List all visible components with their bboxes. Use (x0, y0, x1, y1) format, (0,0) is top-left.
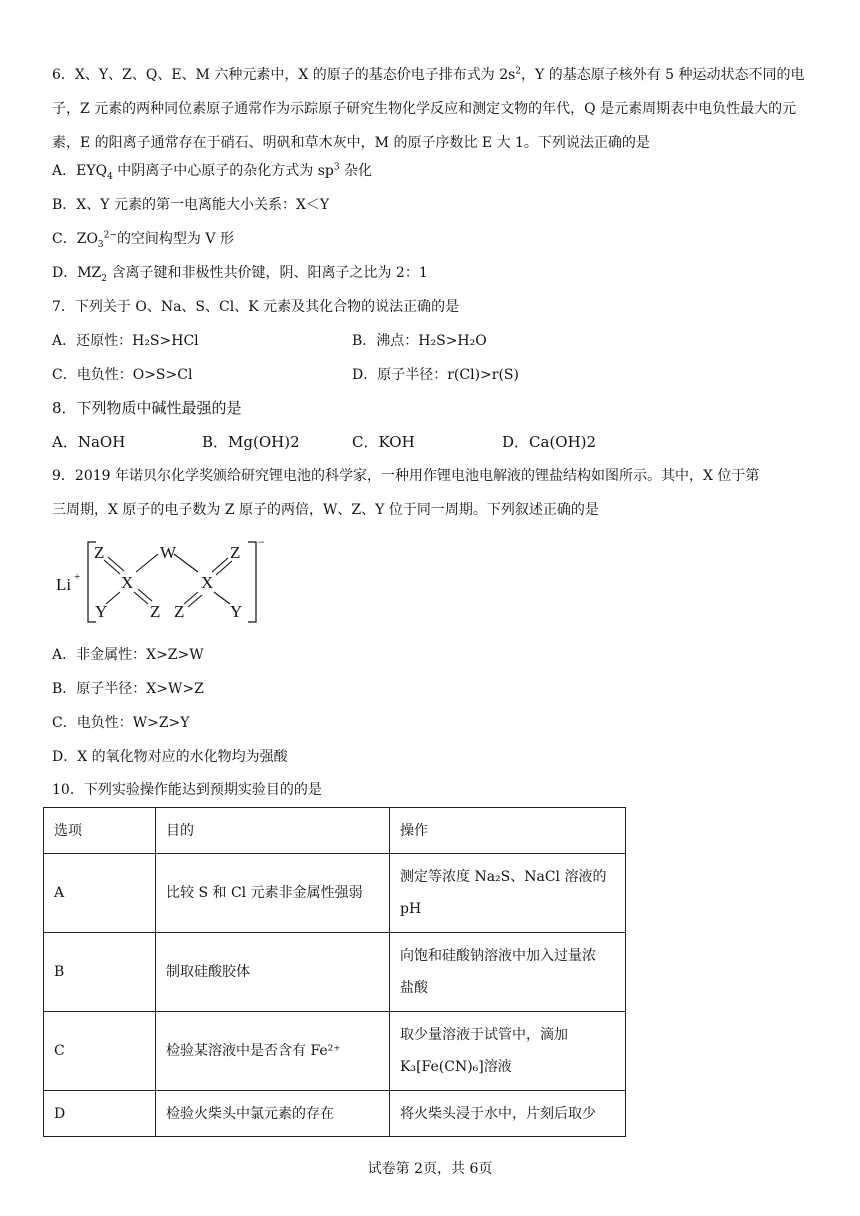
question-6-option-d[interactable]: D．$MZ_2$ 含离子键和非极性共价键，阴、阳离子之比为 2：1 (52, 265, 428, 284)
question-9-stem-line-1: 9．2019 年诺贝尔化学奖颁给研究锂电池的科学家，一种用作锂电池电解液的锂盐结构如图所示。其中，X 位于第 (52, 468, 760, 484)
table-row (44, 1091, 626, 1137)
question-9-option-a[interactable]: A．非金属性：X>Z>W (52, 647, 204, 663)
atom-y-2: Y (230, 602, 243, 621)
table-header-row (44, 808, 626, 854)
atom-z-2: Z (230, 543, 241, 562)
right-bracket (248, 542, 256, 622)
row-b-option: B (44, 933, 156, 1012)
question-7-option-b[interactable]: B．沸点：H₂S>H₂O (352, 333, 487, 349)
header-purpose: 目的 (156, 808, 390, 854)
question-10-stem: 10．下列实验操作能达到预期实验目的的是 (52, 782, 322, 798)
question-7-option-a[interactable]: A．还原性：H₂S>HCl (52, 333, 199, 349)
question-7-stem: 7．下列关于 O、Na、S、Cl、K 元素及其化合物的说法正确的是 (52, 299, 460, 315)
anion-charge: − (258, 535, 265, 549)
row-a-purpose: 比较 S 和 Cl 元素非金属性强弱 (156, 854, 390, 933)
row-c-purpose: 检验某溶液中是否含有 Fe²⁺ (156, 1012, 390, 1091)
question-6-option-a[interactable]: A．$EYQ_4$ 中阴离子中心原子的杂化方式为 $sp^3$ 杂化 (52, 162, 373, 182)
header-operation: 操作 (390, 808, 626, 854)
row-c-operation: 取少量溶液于试管中，滴加 K₃[Fe(CN)₆]溶液 (390, 1012, 626, 1091)
question-7-option-d[interactable]: D．原子半径：r(Cl)>r(S) (352, 367, 519, 383)
header-option: 选项 (44, 808, 156, 854)
lithium-salt-structure-diagram (52, 532, 282, 632)
row-a-option: A (44, 854, 156, 933)
question-8-stem: 8．下列物质中碱性最强的是 (52, 399, 242, 417)
row-b-purpose: 制取硅酸胶体 (156, 933, 390, 1012)
cation-charge: + (74, 571, 81, 583)
atom-y-1: Y (95, 602, 108, 621)
question-6-option-c[interactable]: C．$ZO_3^{2-}$的空间构型为 V 形 (52, 230, 234, 250)
row-a-operation: 测定等浓度 Na₂S、NaCl 溶液的 pH (390, 854, 626, 933)
atom-z-4: Z (174, 602, 185, 621)
question-8-option-b[interactable]: B．Mg(OH)2 (202, 433, 300, 451)
atom-z-1: Z (94, 543, 105, 562)
question-8-option-a[interactable]: A．NaOH (52, 433, 126, 451)
question-7-option-c[interactable]: C．电负性：O>S>Cl (52, 367, 193, 383)
question-6-stem: 6．X、Y、Z、Q、E、M 六种元素中，X 的原子的基态价电子排布式为 $2s^2$，Y 的基态原子核外有 5 种运动状态不同的电子，Z 元素的两种同位素原子通常作为示踪原子研究生物化学反应和测定文物的年代，Q 是元素周期表中电负性最大的元素，E 的阳离子通常存在于硝石、明矾和草木灰中，M 的原子序数比 E 大 1。下列说法正确的是 (52, 66, 805, 151)
table-row (44, 933, 626, 1012)
row-d-purpose: 检验火柴头中氯元素的存在 (156, 1091, 390, 1137)
question-9-stem-line-2: 三周期，X 原子的电子数为 Z 原子的两倍，W、Z、Y 位于同一周期。下列叙述正确的是 (52, 502, 599, 518)
atom-x-2: X (201, 573, 214, 592)
table-row (44, 1012, 626, 1091)
atom-w: W (160, 543, 177, 562)
question-8-option-c[interactable]: C．KOH (352, 433, 415, 451)
question-9-option-c[interactable]: C．电负性：W>Z>Y (52, 715, 190, 731)
experiment-table (43, 807, 626, 1137)
question-8-option-d[interactable]: D．Ca(OH)2 (502, 433, 597, 451)
question-9-option-b[interactable]: B．原子半径：X>W>Z (52, 681, 204, 697)
row-d-operation: 将火柴头浸于水中，片刻后取少 (390, 1091, 626, 1137)
page-footer: 试卷第 2页，共 6页 (367, 1161, 493, 1177)
table-row (44, 854, 626, 933)
question-9-option-d[interactable]: D．X 的氧化物对应的水化物均为强酸 (52, 749, 288, 765)
cation-li: Li (56, 575, 72, 594)
row-b-operation: 向饱和硅酸钠溶液中加入过量浓 盐酸 (390, 933, 626, 1012)
atom-z-3: Z (150, 602, 161, 621)
atom-x-1: X (121, 573, 134, 592)
question-6-option-b[interactable]: B．X、Y 元素的第一电离能大小关系：X＜Y (52, 197, 330, 213)
row-d-option: D (44, 1091, 156, 1137)
row-c-option: C (44, 1012, 156, 1091)
